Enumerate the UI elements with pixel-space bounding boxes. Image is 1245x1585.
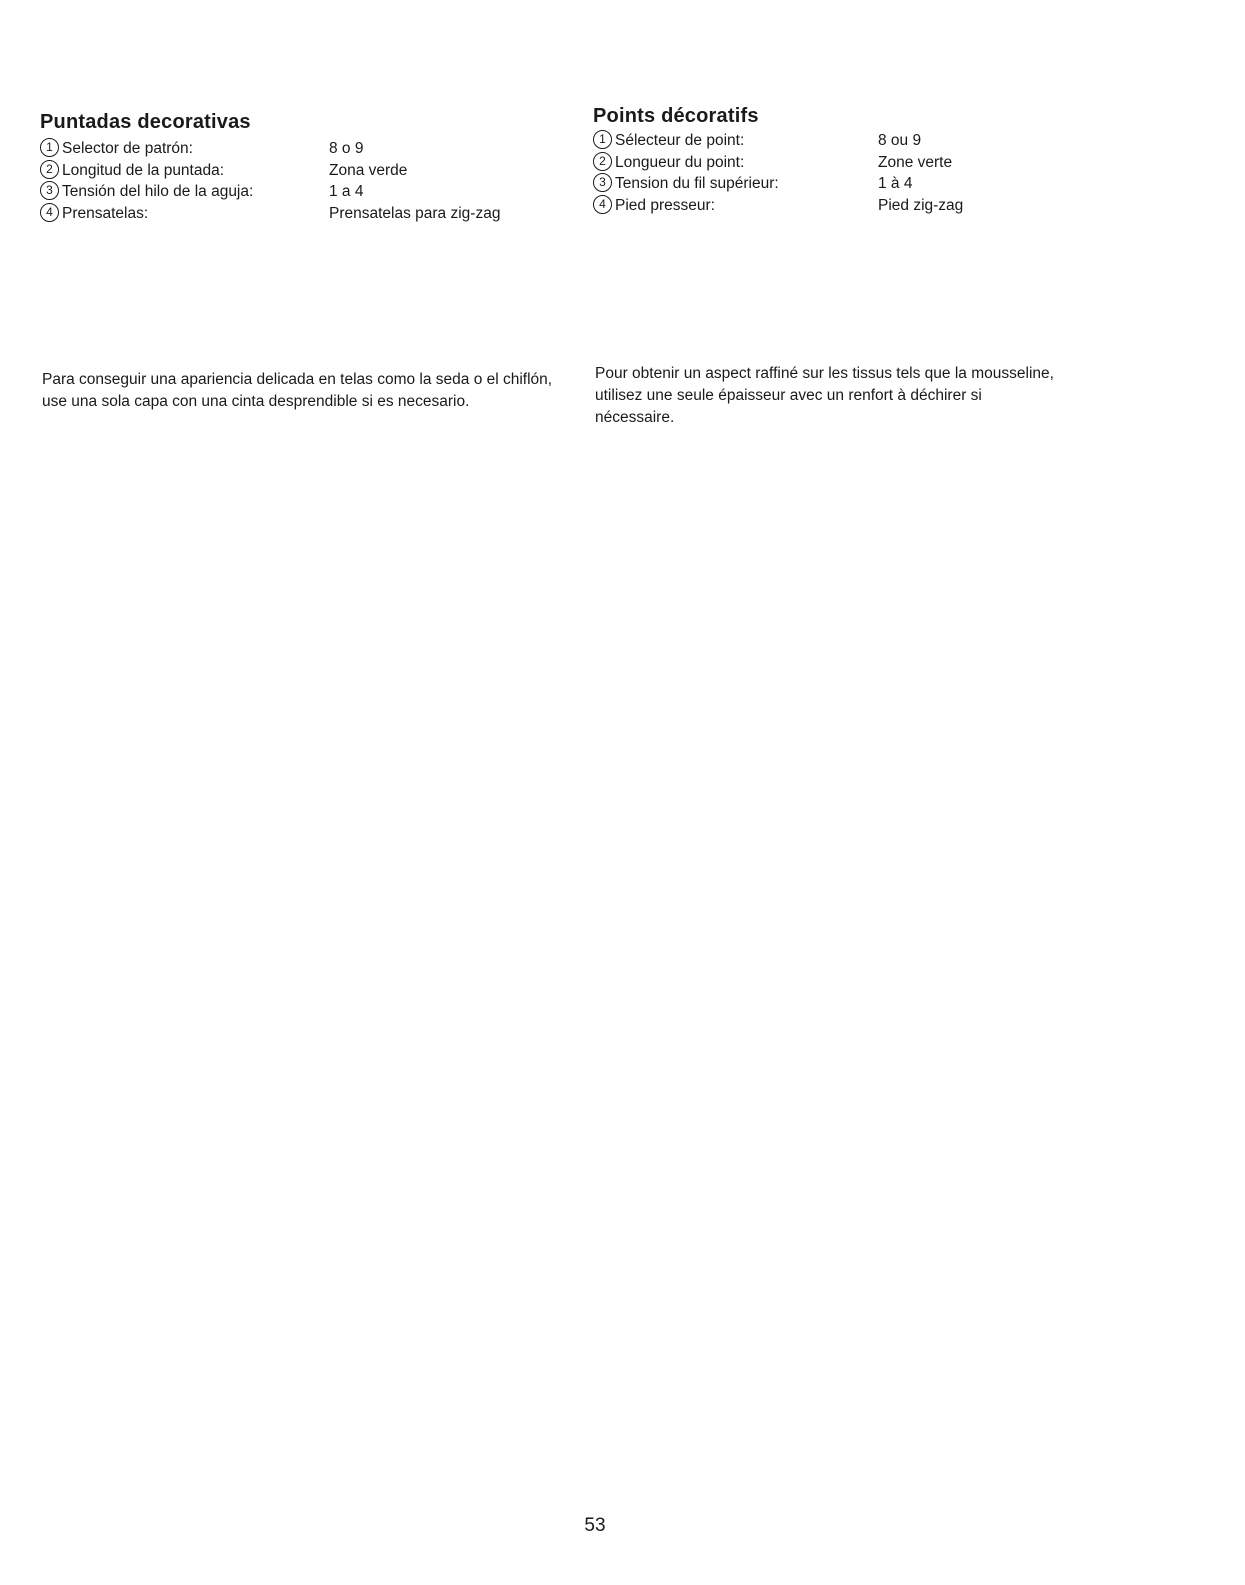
circled-number: 1 <box>593 130 612 149</box>
setting-row-needle-tension <box>593 173 1153 195</box>
circled-number: 3 <box>40 181 59 200</box>
setting-value: 8 o 9 <box>329 140 364 157</box>
setting-label: Tension du fil supérieur: <box>615 175 779 193</box>
setting-value: 1 à 4 <box>878 175 913 192</box>
circled-number: 2 <box>40 160 59 179</box>
french-column <box>593 0 1153 1585</box>
setting-label: Pied presseur: <box>615 196 715 214</box>
setting-value: Prensatelas para zig-zag <box>329 204 501 222</box>
setting-value: 8 ou 9 <box>878 132 922 149</box>
settings-list <box>593 130 1153 216</box>
setting-label: Tensión del hilo de la aguja: <box>62 183 254 201</box>
circled-number: 4 <box>40 203 59 222</box>
setting-row-stitch-length <box>593 152 1153 174</box>
setting-value: Zone verte <box>878 153 953 171</box>
page-number: 53 <box>584 1515 606 1536</box>
setting-label: Longueur du point: <box>615 153 745 171</box>
setting-label: Prensatelas: <box>62 204 149 222</box>
setting-row-stitch-length <box>40 160 570 182</box>
setting-row-needle-tension <box>40 181 570 203</box>
circled-number: 2 <box>593 152 612 171</box>
setting-value: 1 a 4 <box>329 183 364 200</box>
circled-number: 4 <box>593 195 612 214</box>
circled-number: 3 <box>593 173 612 192</box>
settings-list <box>40 138 570 224</box>
setting-label: Longitud de la puntada: <box>62 161 225 179</box>
circled-number: 1 <box>40 138 59 157</box>
setting-row-pattern-selector <box>593 130 1153 152</box>
section-heading: Points décoratifs <box>593 105 759 127</box>
setting-row-presser-foot <box>593 195 1153 217</box>
instruction-paragraph: Pour obtenir un aspect raffiné sur les tissus tels que la mousseline, utilisez une seule épaisseur avec un renfort à déchirer si nécessaire. <box>595 365 1054 426</box>
spanish-column <box>40 0 570 1585</box>
setting-label: Sélecteur de point: <box>615 132 745 150</box>
instruction-paragraph: Para conseguir una apariencia delicada en telas como la seda o el chiflón, use una sola capa con una cinta desprendible si es necesario. <box>42 371 553 410</box>
section-heading: Puntadas decorativas <box>40 111 251 133</box>
setting-value: Zona verde <box>329 161 408 179</box>
setting-row-presser-foot <box>40 203 570 225</box>
setting-value: Pied zig-zag <box>878 196 964 214</box>
setting-row-pattern-selector <box>40 138 570 160</box>
setting-label: Selector de patrón: <box>62 140 193 158</box>
